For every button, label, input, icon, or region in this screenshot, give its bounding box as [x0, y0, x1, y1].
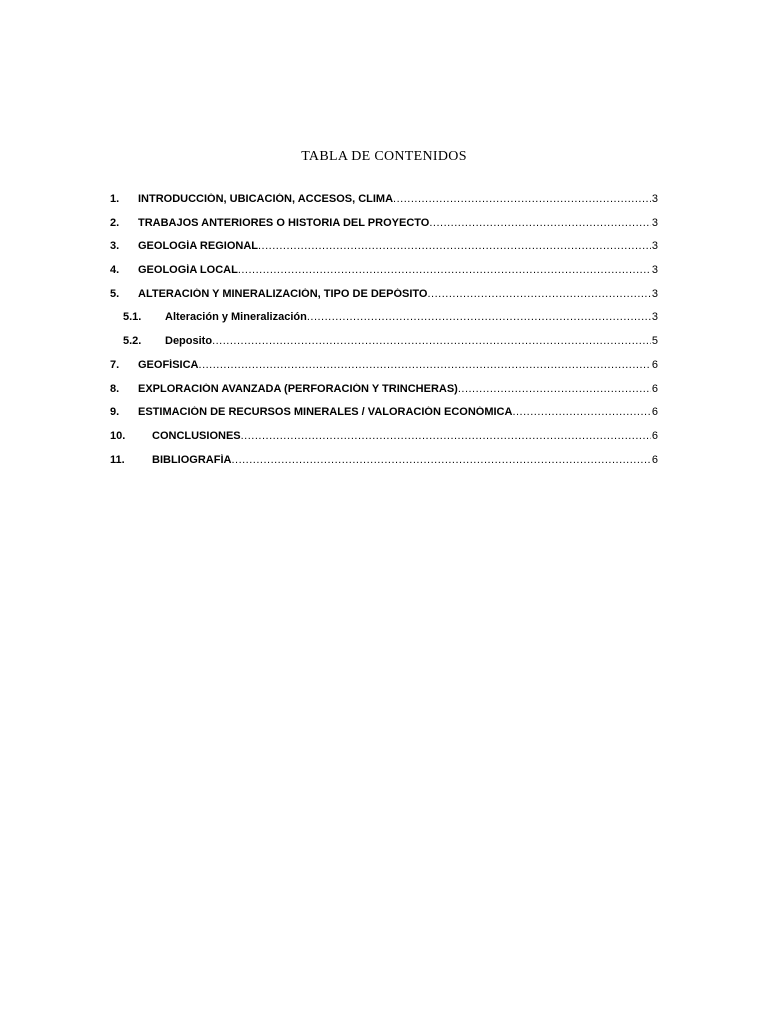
toc-entry[interactable] — [110, 264, 658, 288]
dot-leader — [238, 264, 651, 276]
dot-leader — [241, 430, 651, 442]
toc-entry-label: GEOFÍSICA — [138, 358, 199, 371]
dot-leader — [458, 383, 651, 395]
toc-entry-number: 9. — [110, 406, 120, 419]
toc-entry[interactable] — [110, 383, 658, 407]
toc-entry[interactable] — [110, 288, 658, 312]
dot-leader — [258, 240, 651, 252]
dot-leader — [231, 454, 650, 466]
toc-entry-page: 5 — [651, 335, 658, 348]
dot-leader — [429, 217, 651, 229]
toc-entry-page: 3 — [651, 287, 658, 300]
toc-entry-number: 10. — [110, 429, 126, 442]
toc-entry-page: 6 — [651, 429, 658, 442]
toc-entry-page: 3 — [651, 311, 658, 324]
toc-entry-page: 3 — [651, 240, 658, 253]
toc-subentry[interactable] — [110, 311, 658, 335]
dot-leader — [428, 288, 651, 300]
toc-entry-label: ALTERACIÓN Y MINERALIZACIÓN, TIPO DE DEPÓSITO — [138, 287, 428, 300]
toc-entry-number: 1. — [110, 193, 120, 205]
toc-entry[interactable] — [110, 430, 658, 454]
table-of-contents — [110, 193, 658, 477]
toc-entry-number: 5.1. — [123, 311, 142, 324]
dot-leader — [199, 359, 651, 371]
toc-entry-page: 6 — [651, 406, 658, 419]
page-title: TABLA DE CONTENIDOS — [301, 149, 467, 164]
toc-entry-number: 5. — [110, 287, 120, 300]
toc-entry[interactable] — [110, 406, 658, 430]
toc-entry-page: 6 — [651, 358, 658, 371]
toc-entry-label: ESTIMACIÓN DE RECURSOS MINERALES / VALORACIÓN ECONÓMICA — [138, 406, 513, 419]
toc-entry-label: BIBLIOGRAFÍA — [152, 453, 232, 466]
toc-entry-label: GEOLOGÍA LOCAL — [138, 264, 238, 277]
toc-entry-label: INTRODUCCIÓN, UBICACIÓN, ACCESOS, CLIMA — [138, 193, 394, 205]
toc-entry-label: EXPLORACIÓN AVANZADA (PERFORACIÓN Y TRINCHERAS) — [138, 382, 458, 395]
toc-entry[interactable] — [110, 454, 658, 478]
toc-entry[interactable] — [110, 240, 658, 264]
toc-entry-page: 3 — [651, 193, 658, 205]
toc-entry[interactable] — [110, 359, 658, 383]
toc-entry-label: Alteración y Mineralización — [165, 311, 307, 324]
toc-entry-page: 6 — [651, 382, 658, 395]
toc-entry-number: 2. — [110, 216, 120, 229]
toc-subentry[interactable] — [110, 335, 658, 359]
toc-entry-label: Deposito — [165, 335, 213, 348]
toc-entry-number: 3. — [110, 240, 120, 253]
toc-entry-label: TRABAJOS ANTERIORES O HISTORIA DEL PROYECTO — [138, 216, 430, 229]
toc-entry-number: 11. — [110, 453, 125, 466]
dot-leader — [212, 335, 651, 347]
dot-leader — [307, 311, 651, 323]
toc-entry-label: CONCLUSIONES — [152, 429, 241, 442]
toc-entry[interactable] — [110, 193, 658, 217]
toc-entry-page: 3 — [651, 216, 658, 229]
toc-entry-page: 6 — [651, 453, 658, 466]
toc-entry-number: 5.2. — [123, 335, 142, 348]
toc-entry-page: 3 — [651, 264, 658, 277]
toc-entry[interactable] — [110, 217, 658, 241]
dot-leader — [512, 406, 650, 418]
dot-leader — [393, 193, 651, 205]
toc-entry-number: 7. — [110, 358, 120, 371]
toc-entry-number: 8. — [110, 382, 120, 395]
toc-entry-number: 4. — [110, 264, 120, 277]
toc-entry-label: GEOLOGÍA REGIONAL — [138, 240, 258, 253]
